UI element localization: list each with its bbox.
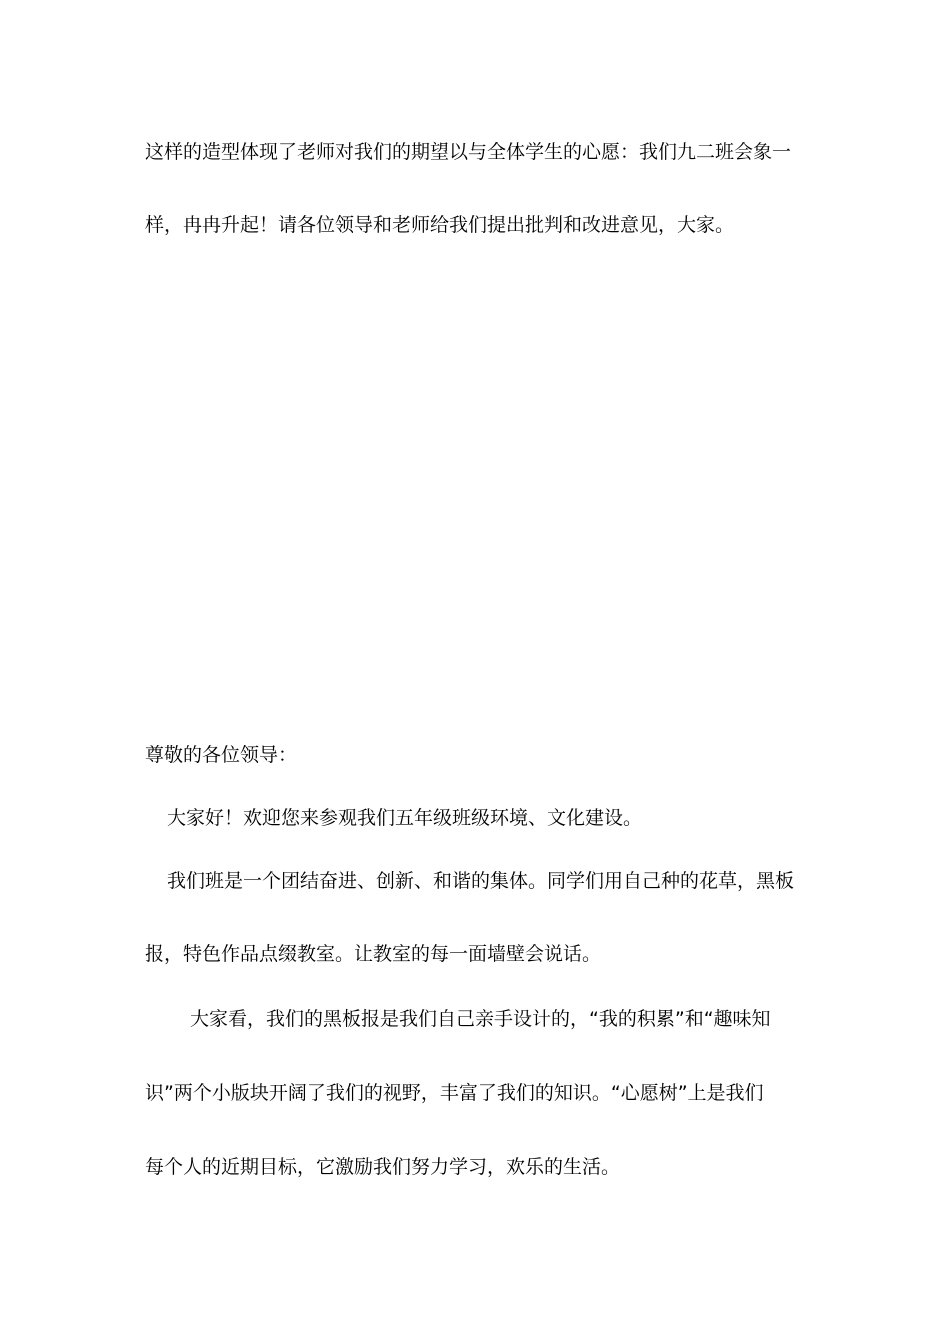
paragraph-line-5: 报，特色作品点缀教室。让教室的每一面墙壁会说话。 (145, 943, 602, 965)
paragraph-line-8: 每个人的近期目标，它激励我们努力学习，欢乐的生活。 (145, 1156, 621, 1178)
paragraph-line-1: 这样的造型体现了老师对我们的期望以与全体学生的心愿：我们九二班会象一 (145, 141, 792, 163)
paragraph-line-3: 大家好！欢迎您来参观我们五年级班级环境、文化建设。 (167, 807, 643, 829)
paragraph-line-2: 样，冉冉升起！请各位领导和老师给我们提出批判和改进意见，大家。 (145, 214, 735, 236)
paragraph-line-4: 我们班是一个团结奋进、创新、和谐的集体。同学们用自己种的花草，黑板 (167, 870, 795, 892)
salutation: 尊敬的各位领导： (145, 744, 298, 766)
paragraph-line-6: 大家看，我们的黑板报是我们自己亲手设计的，“我的积累”和“趣味知 (190, 1008, 771, 1030)
paragraph-line-7: 识”两个小版块开阔了我们的视野，丰富了我们的知识。“心愿树”上是我们 (145, 1082, 764, 1104)
